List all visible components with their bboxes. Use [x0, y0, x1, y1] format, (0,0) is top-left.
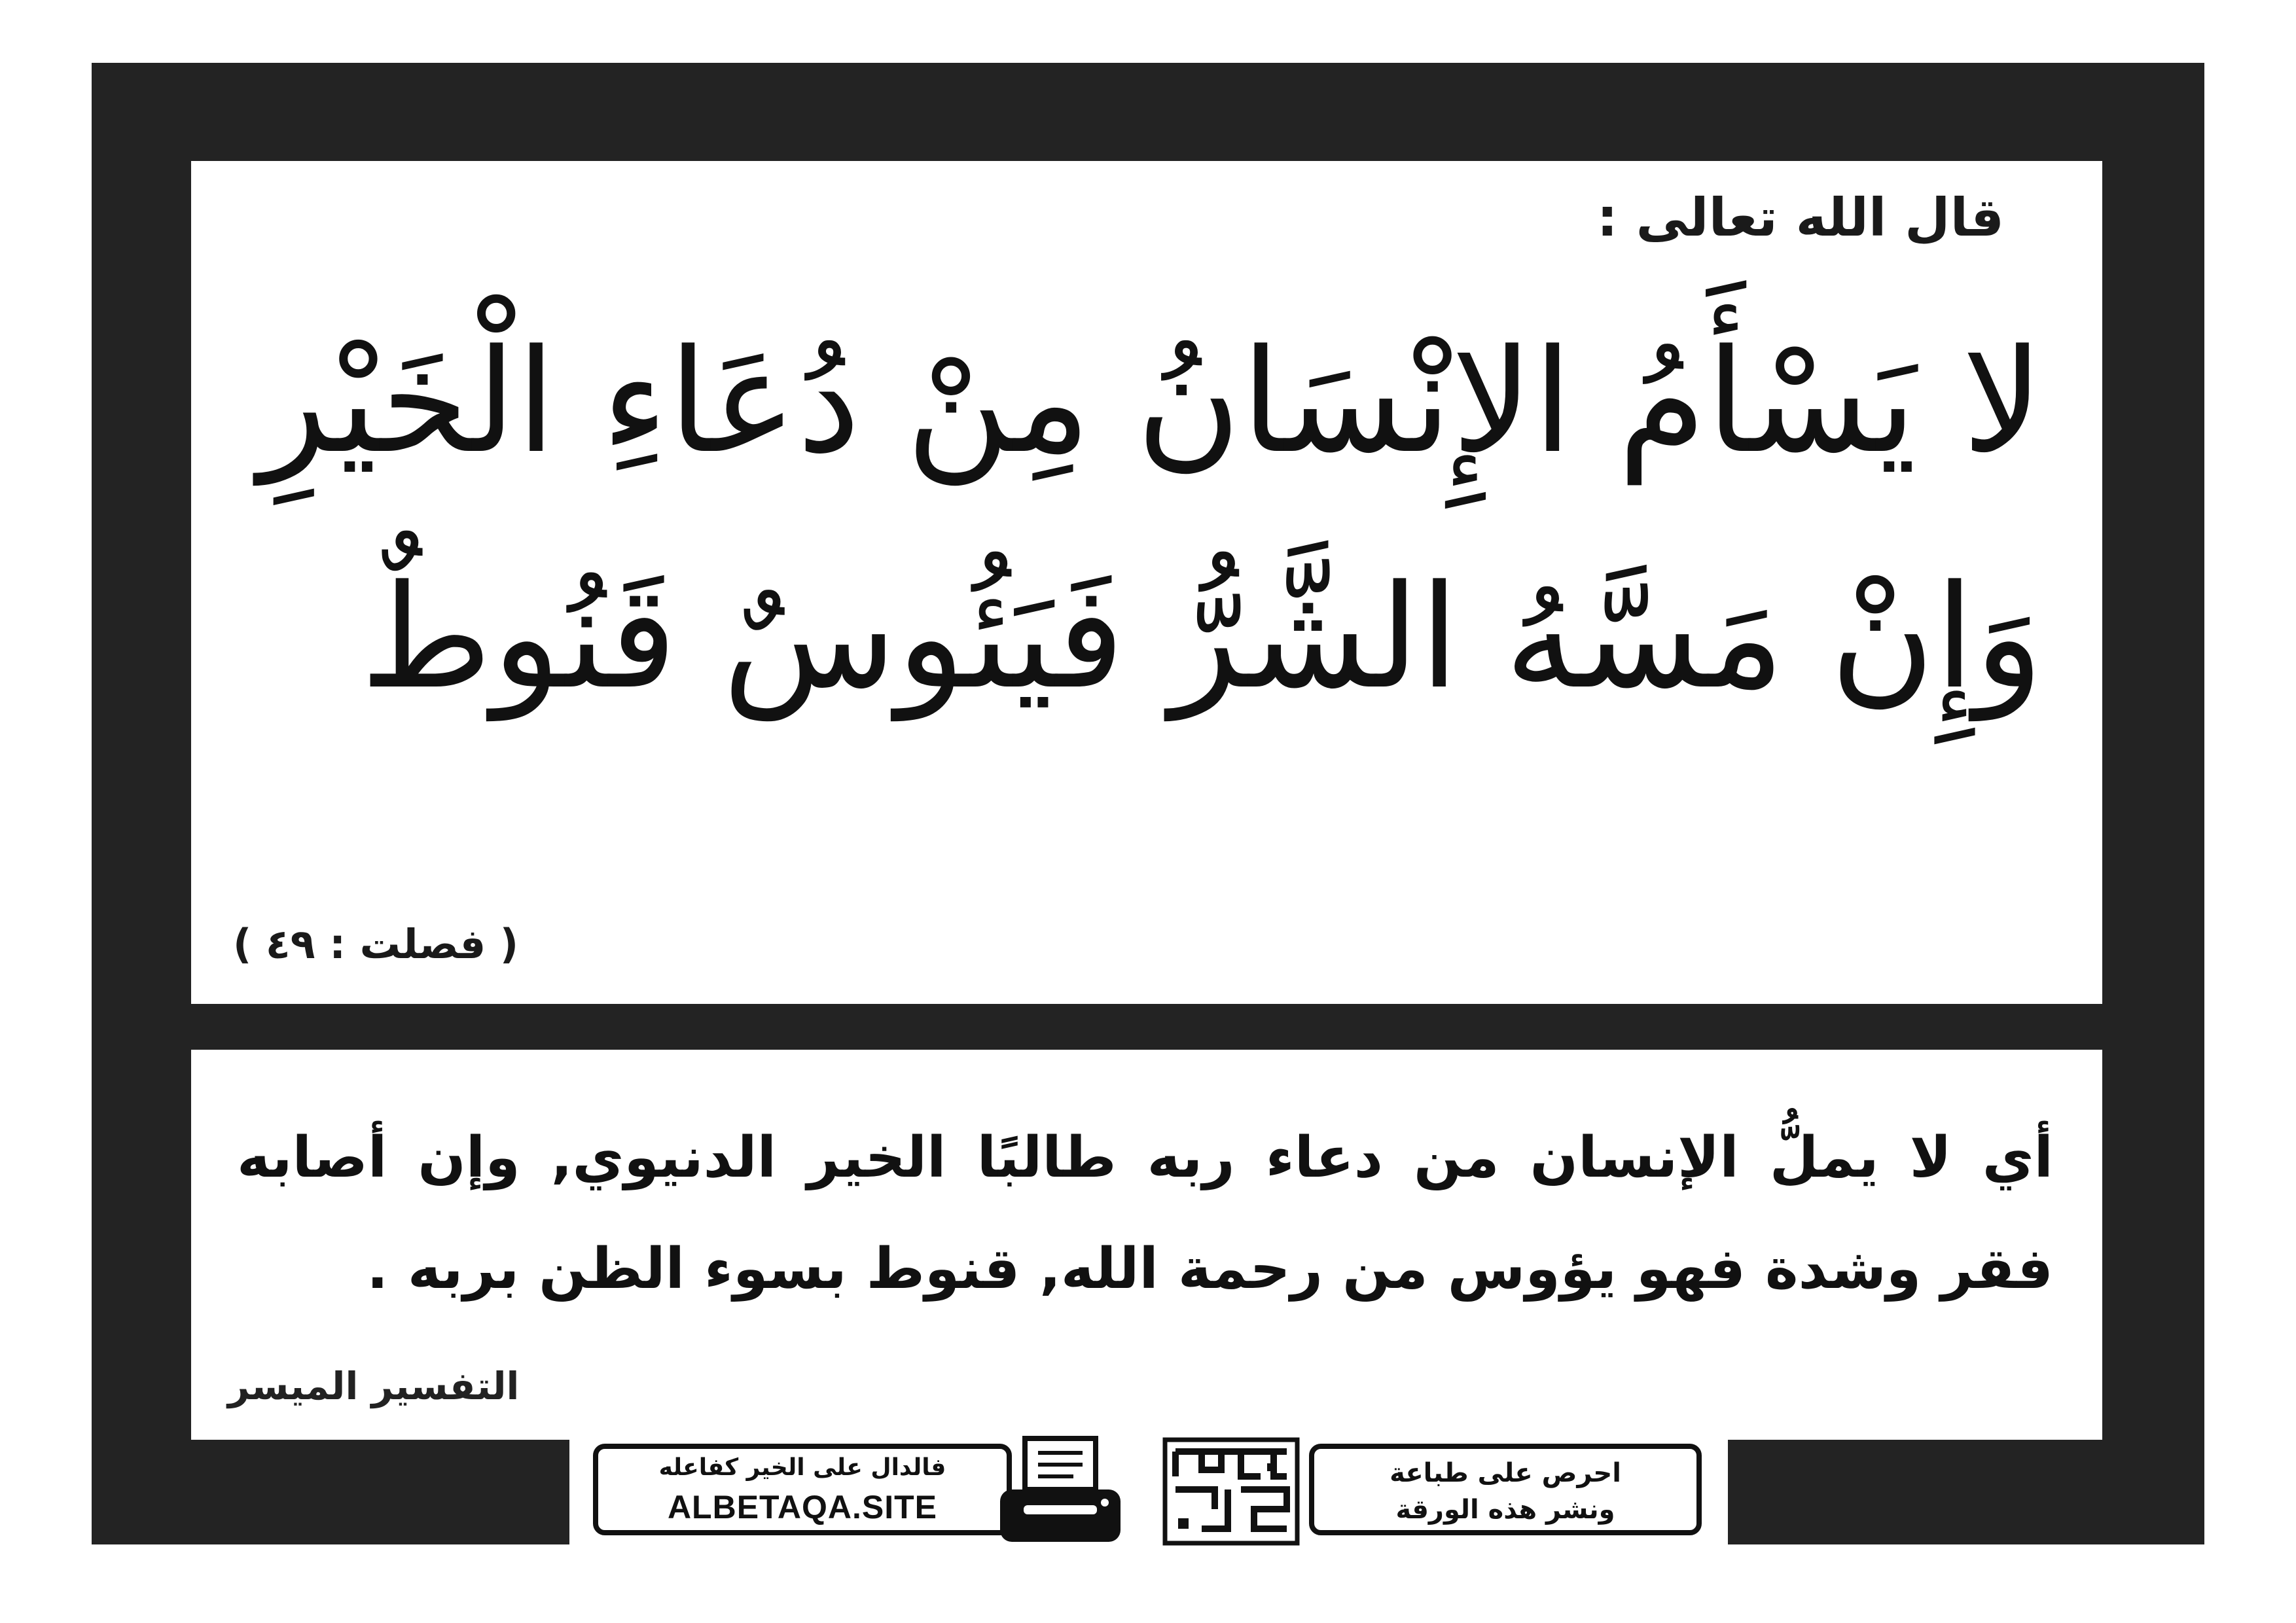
printer-icon [995, 1435, 1126, 1546]
verse-reference: ( فصلت : ٤٩ ) [233, 920, 519, 968]
cta-line-1: احرص على طباعة [1390, 1458, 1621, 1488]
verse-panel [191, 161, 2102, 1004]
kufic-logo [1162, 1437, 1300, 1546]
site-box[interactable] [593, 1444, 1012, 1535]
site-motto: فالدال على الخير كفاعله [658, 1454, 946, 1481]
tafsir-source: التفسير الميسر [228, 1364, 520, 1408]
verse-line-2: وَإِنْ مَسَّهُ الشَّرُّ فَيَئُوسٌ قَنُوطٌ [360, 555, 2043, 721]
cta-box [1309, 1444, 1702, 1535]
intro-heading: قال الله تعالى : [1596, 187, 2004, 248]
tafsir-text: أي لا يملُّ الإنسان من دعاء ربه طالبًا الخير الدنيوي, وإن أصابه فقر وشدة فهو يؤوس من رحمة الله, قنوط بسوء الظن بربه . [237, 1125, 2053, 1302]
cta-line-2: ونشر هذه الورقة [1395, 1495, 1615, 1525]
verse-line-1: لا يَسْأَمُ الإِنْسَانُ مِنْ دُعَاءِ الْخَيْرِ [259, 319, 2043, 485]
site-url[interactable]: ALBETAQA.SITE [667, 1489, 938, 1525]
tafsir-panel [191, 1050, 2102, 1440]
